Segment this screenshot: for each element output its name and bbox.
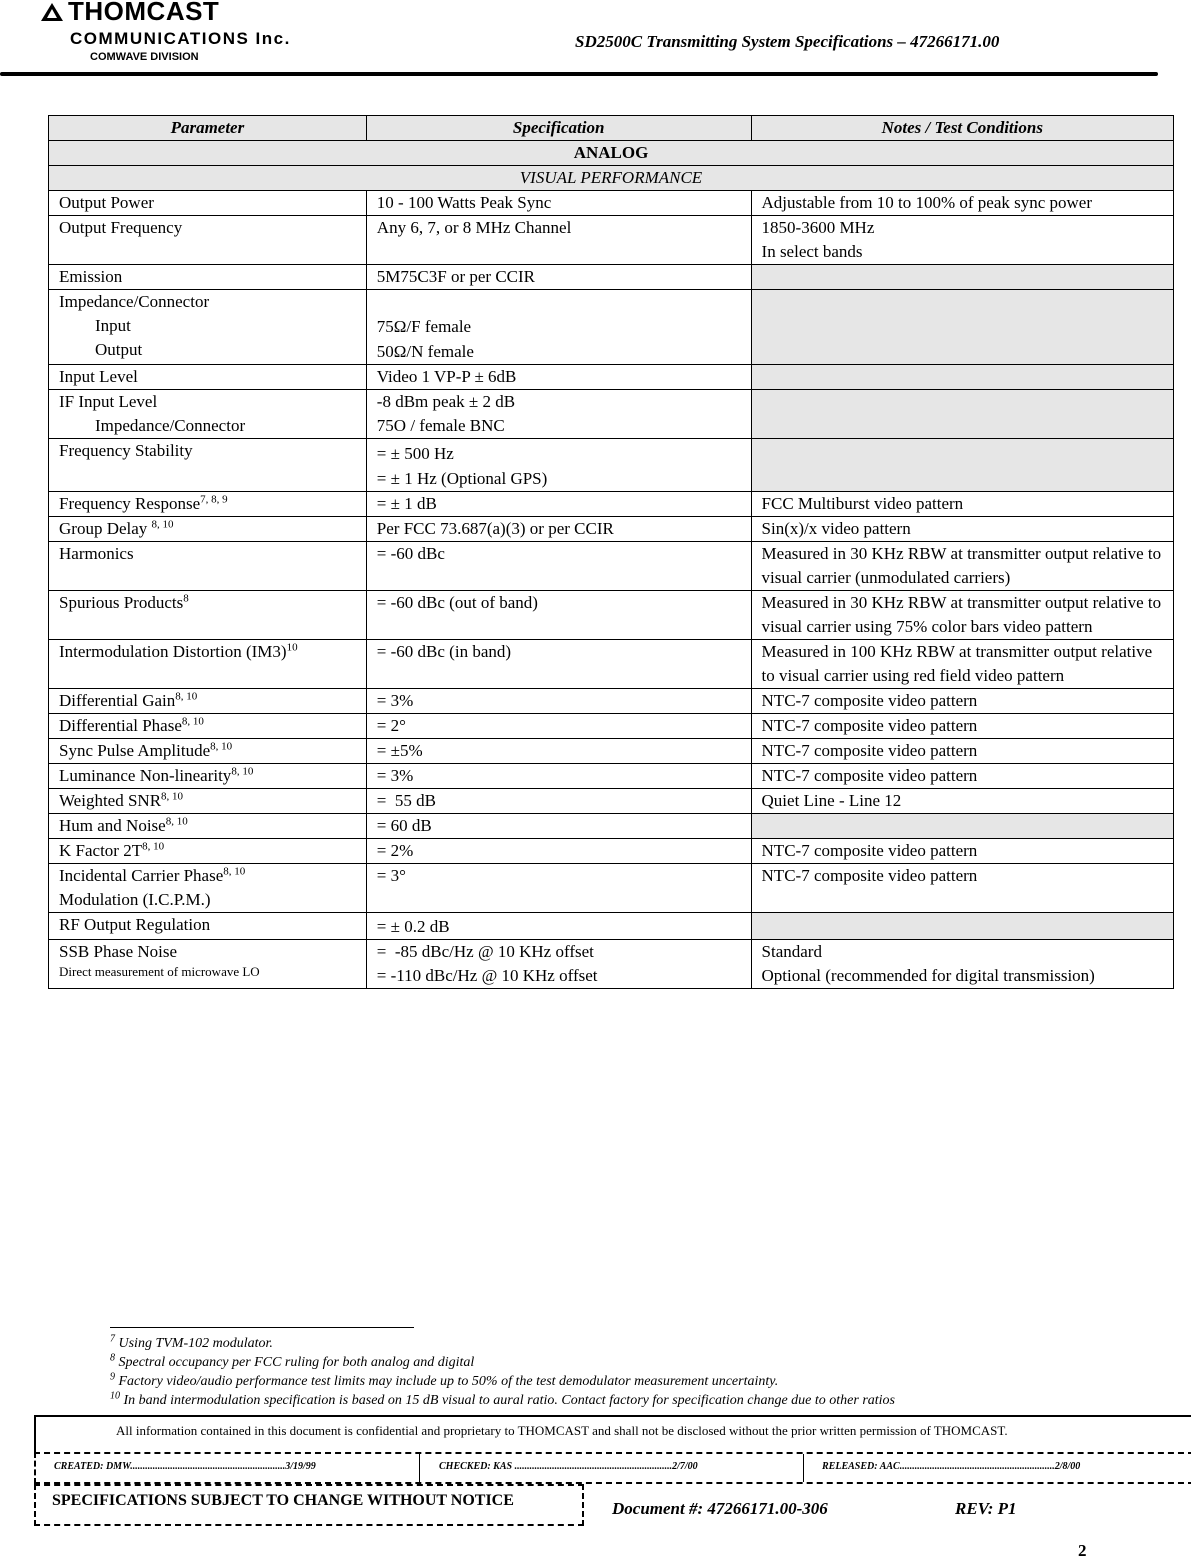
spec-cell: Per FCC 73.687(a)(3) or per CCIR: [366, 517, 751, 542]
param-cell: [49, 390, 367, 439]
notes-cell: NTC-7 composite video pattern: [751, 864, 1173, 913]
table-row: [49, 689, 1174, 714]
table-row: [49, 390, 1174, 439]
table-row: [49, 439, 1174, 492]
param-text: K Factor 2T: [59, 841, 143, 860]
table-row: [49, 764, 1174, 789]
spec-line: 75Ω/F female: [376, 317, 472, 336]
subsection-row: [49, 166, 1174, 191]
footnote-text: Factory video/audio performance test limits may include up to 50% of the test demodulator measurement uncertainty.: [115, 1374, 779, 1389]
notes-cell: NTC-7 composite video pattern: [751, 739, 1173, 764]
notes-line: Optional (recommended for digital transmission): [761, 966, 1095, 985]
notes-cell: NTC-7 composite video pattern: [751, 714, 1173, 739]
param-cell: [49, 839, 367, 864]
spec-line: = ± 500 Hz: [376, 444, 454, 463]
table-row: [49, 814, 1174, 839]
document-number: Document #: 47266171.00-306: [612, 1499, 828, 1518]
footnote-ref: 8, 10: [142, 840, 165, 853]
specifications-table: [48, 115, 1174, 989]
notes-cell: Measured in 100 KHz RBW at transmitter output relative to visual carrier using red field video pattern: [751, 640, 1173, 689]
company-division: COMWAVE DIVISION: [90, 51, 199, 63]
table-row: [49, 789, 1174, 814]
param-cell: [49, 764, 367, 789]
spec-cell: [366, 439, 751, 492]
param-subline: Output: [95, 340, 143, 359]
notes-cell-empty: [751, 814, 1173, 839]
param-cell: Input Level: [49, 365, 367, 390]
param-text: Group Delay: [59, 519, 152, 538]
table-row: [49, 542, 1174, 591]
notes-cell: Sin(x)/x video pattern: [751, 517, 1173, 542]
notes-cell-empty: [751, 290, 1173, 365]
param-text: Hum and Noise: [59, 816, 166, 835]
table-row: [49, 913, 1174, 940]
footnote-rule: [110, 1327, 414, 1328]
notes-cell-empty: [751, 439, 1173, 492]
footnote-ref: 8, 10: [223, 865, 246, 878]
table-row: [49, 591, 1174, 640]
table-row: [49, 365, 1174, 390]
spec-cell: = 2%: [366, 839, 751, 864]
released-by: RELEASED: AAC..............................................................2/8/00: [822, 1461, 1081, 1472]
notes-cell: [751, 940, 1173, 989]
param-cell: Output Power: [49, 191, 367, 216]
notes-cell-empty: [751, 913, 1173, 940]
spec-line: 75O / female BNC: [376, 416, 505, 435]
footnote-number: 7: [110, 1333, 115, 1345]
table-row: [49, 739, 1174, 764]
notes-cell: [751, 216, 1173, 265]
spec-cell: [366, 940, 751, 989]
footnote: [110, 1353, 895, 1372]
param-text: Differential Phase: [59, 716, 182, 735]
notes-cell: Quiet Line - Line 12: [751, 789, 1173, 814]
spec-cell: = -60 dBc (out of band): [366, 591, 751, 640]
param-cell: [49, 517, 367, 542]
footnote: [110, 1391, 895, 1410]
section-title: ANALOG: [49, 141, 1174, 166]
spec-line: 50Ω/N female: [376, 342, 474, 361]
spec-cell: 10 - 100 Watts Peak Sync: [366, 191, 751, 216]
param-cell: [49, 591, 367, 640]
spec-cell: [366, 290, 751, 365]
change-notice-box: [34, 1484, 584, 1526]
param-cell: [49, 814, 367, 839]
param-text: Incidental Carrier Phase: [59, 866, 224, 885]
table-row: [49, 640, 1174, 689]
company-name: THOMCAST: [68, 0, 220, 26]
page-header: [0, 0, 1191, 80]
footnote-text: Spectral occupancy per FCC ruling for both analog and digital: [115, 1355, 475, 1370]
param-cell: RF Output Regulation: [49, 913, 367, 940]
thomcast-logo-icon: [40, 2, 64, 22]
footnote-ref: 10: [286, 641, 298, 654]
change-notice: SPECIFICATIONS SUBJECT TO CHANGE WITHOUT NOTICE: [52, 1492, 514, 1509]
confidentiality-notice: All information contained in this document is confidential and proprietary to THOMCAST and shall not be disclosed without the prior written permission of THOMCAST.: [116, 1423, 1008, 1438]
param-line: Modulation (I.C.P.M.): [59, 890, 211, 909]
param-line: Impedance/Connector: [59, 292, 210, 311]
table-row: [49, 940, 1174, 989]
param-cell: [49, 864, 367, 913]
document-title: SD2500C Transmitting System Specifications – 47266171.00: [575, 32, 1000, 51]
notes-line: In select bands: [761, 242, 863, 261]
footnote-ref: 8: [183, 592, 189, 605]
column-header-parameter: Parameter: [49, 116, 367, 141]
param-text: Differential Gain: [59, 691, 176, 710]
spec-line: -8 dBm peak ± 2 dB: [376, 392, 516, 411]
notes-line: 1850-3600 MHz: [761, 218, 875, 237]
table-row: [49, 191, 1174, 216]
param-text: Spurious Products: [59, 593, 184, 612]
revision: REV: P1: [955, 1499, 1017, 1518]
footnote-ref: 8, 10: [181, 715, 204, 728]
spec-cell: = 55 dB: [366, 789, 751, 814]
param-cell: [49, 492, 367, 517]
signoff-row: [34, 1452, 1191, 1484]
notes-cell: NTC-7 composite video pattern: [751, 689, 1173, 714]
footnote-text: In band intermodulation specification is based on 15 dB visual to aural ratio. Contact factory for specification change due to other ratios: [120, 1393, 895, 1408]
notes-cell: NTC-7 composite video pattern: [751, 839, 1173, 864]
spec-cell: = -60 dBc (in band): [366, 640, 751, 689]
param-cell: [49, 940, 367, 989]
spec-cell: Any 6, 7, or 8 MHz Channel: [366, 216, 751, 265]
param-cell: Frequency Stability: [49, 439, 367, 492]
notes-cell: Measured in 30 KHz RBW at transmitter output relative to visual carrier (unmodulated carriers): [751, 542, 1173, 591]
spec-cell: = 60 dB: [366, 814, 751, 839]
param-cell: Emission: [49, 265, 367, 290]
footnote-ref: 8, 10: [151, 518, 174, 531]
footnote-text: Using TVM-102 modulator.: [115, 1336, 273, 1351]
param-subline: Impedance/Connector: [95, 416, 246, 435]
param-text: Weighted SNR: [59, 791, 162, 810]
param-cell: [49, 290, 367, 365]
footnotes: [110, 1334, 895, 1410]
spec-line: = ± 1 Hz (Optional GPS): [376, 469, 548, 488]
header-rule: [0, 72, 1158, 76]
notes-cell: Adjustable from 10 to 100% of peak sync power: [751, 191, 1173, 216]
table-row: [49, 492, 1174, 517]
company-subtitle: COMMUNICATIONS Inc.: [70, 29, 291, 48]
table-row: [49, 839, 1174, 864]
footnote-ref: 8, 10: [175, 690, 198, 703]
param-cell: [49, 689, 367, 714]
spec-cell: = ± 0.2 dB: [366, 913, 751, 940]
spec-cell: = 3%: [366, 689, 751, 714]
notes-cell: FCC Multiburst video pattern: [751, 492, 1173, 517]
table-row: [49, 265, 1174, 290]
notes-cell: NTC-7 composite video pattern: [751, 764, 1173, 789]
table-row: [49, 517, 1174, 542]
param-cell: Output Frequency: [49, 216, 367, 265]
column-header-notes: Notes / Test Conditions: [751, 116, 1173, 141]
footnote-ref: 8, 10: [165, 815, 188, 828]
spec-line: = -110 dBc/Hz @ 10 KHz offset: [376, 966, 598, 985]
spec-cell: = -60 dBc: [366, 542, 751, 591]
footnote-number: 10: [110, 1390, 120, 1402]
page-number: 2: [1078, 1541, 1087, 1560]
param-cell: [49, 640, 367, 689]
subsection-title: VISUAL PERFORMANCE: [49, 166, 1174, 191]
spec-cell: = 3°: [366, 864, 751, 913]
spec-cell: 5M75C3F or per CCIR: [366, 265, 751, 290]
spec-cell: Video 1 VP-P ± 6dB: [366, 365, 751, 390]
param-cell: [49, 714, 367, 739]
notes-line: Standard: [761, 942, 822, 961]
spec-cell: = 3%: [366, 764, 751, 789]
table-row: [49, 290, 1174, 365]
spec-cell: [366, 390, 751, 439]
footnote: [110, 1372, 895, 1391]
column-header-specification: Specification: [366, 116, 751, 141]
table-row: [49, 216, 1174, 265]
spec-cell: = ± 1 dB: [366, 492, 751, 517]
param-cell: [49, 739, 367, 764]
spec-cell: = ±5%: [366, 739, 751, 764]
footnote-number: 8: [110, 1352, 115, 1364]
footnote: [110, 1334, 895, 1353]
param-cell: Harmonics: [49, 542, 367, 591]
notes-cell-empty: [751, 265, 1173, 290]
notes-cell-empty: [751, 365, 1173, 390]
created-by: CREATED: DMW..............................................................3/19/99: [54, 1461, 316, 1472]
param-cell: [49, 789, 367, 814]
param-text: Sync Pulse Amplitude: [59, 741, 211, 760]
confidentiality-box: [34, 1415, 1191, 1453]
param-line: IF Input Level: [59, 392, 158, 411]
spec-line: = -85 dBc/Hz @ 10 KHz offset: [376, 942, 594, 961]
param-text: Luminance Non-linearity: [59, 766, 232, 785]
param-subline: Direct measurement of microwave LO: [59, 964, 260, 979]
footnote-ref: 7, 8, 9: [200, 493, 228, 506]
spec-cell: = 2°: [366, 714, 751, 739]
notes-cell: Measured in 30 KHz RBW at transmitter output relative to visual carrier using 75% color bars video pattern: [751, 591, 1173, 640]
checked-by: CHECKED: KAS ...............................................................2/7/00: [439, 1461, 698, 1472]
param-text: Frequency Response: [59, 494, 201, 513]
table-row: [49, 714, 1174, 739]
notes-cell-empty: [751, 390, 1173, 439]
table-row: [49, 864, 1174, 913]
table-header-row: [49, 116, 1174, 141]
footnote-number: 9: [110, 1371, 115, 1383]
param-subline: Input: [95, 316, 131, 335]
signoff-divider: [419, 1454, 420, 1482]
param-text: Intermodulation Distortion (IM3): [59, 642, 287, 661]
signoff-divider: [803, 1454, 804, 1482]
footnote-ref: 8, 10: [210, 740, 233, 753]
footnote-ref: 8, 10: [231, 765, 254, 778]
param-line: SSB Phase Noise: [59, 942, 178, 961]
section-row: [49, 141, 1174, 166]
footnote-ref: 8, 10: [161, 790, 184, 803]
